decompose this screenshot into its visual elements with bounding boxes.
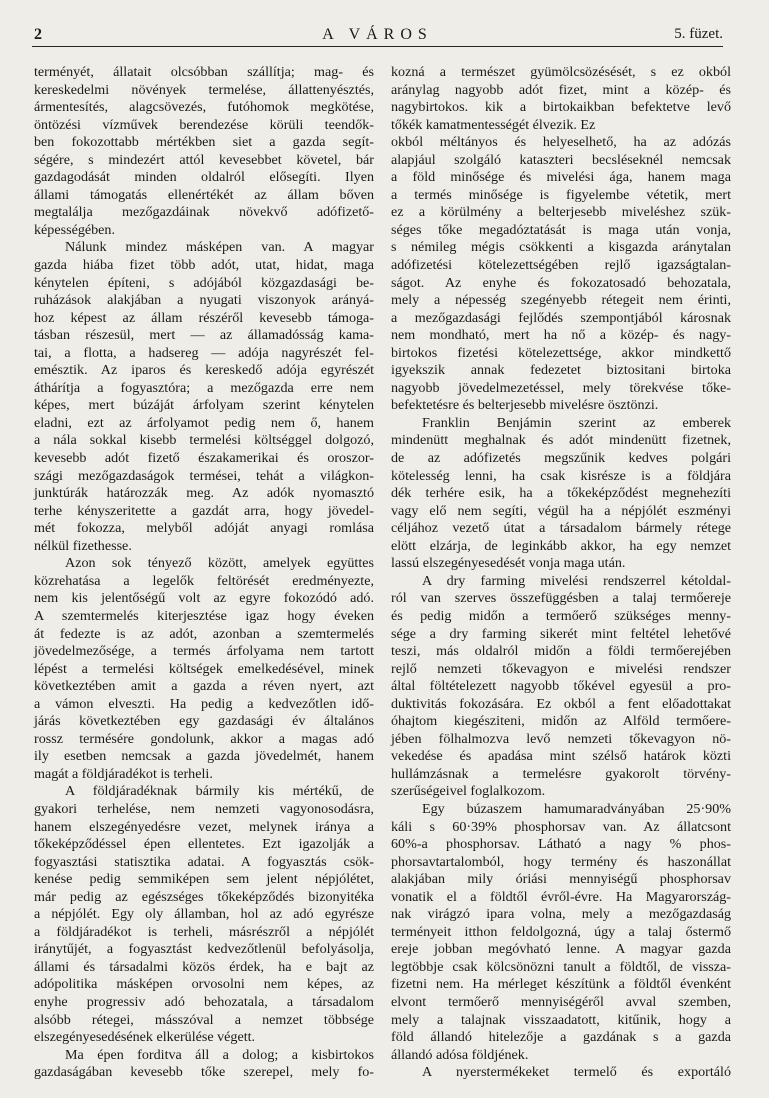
issue-label: 5. füzet. <box>674 26 723 42</box>
left-column-line: junktúrák határozzák meg. Az adók nyomasztó <box>34 485 374 502</box>
right-column-line: óhajtom kiegésziteni, midőn az Alföld termőere- <box>391 713 731 730</box>
right-column-line: káli s 60·39% phosphorsav van. Az állatcsont <box>391 818 731 835</box>
left-column-line: következtében amit a gazda a réven nyert, azt <box>34 678 374 695</box>
right-column-line: a termés minősége is figyelembe vétetik, mert <box>391 186 731 203</box>
left-column-line: kereskedelmi növények termelése, állattenyésztés, <box>34 81 374 98</box>
right-column-line: teszi, más oldalról midőn a földi termőerejében <box>391 643 731 660</box>
left-column-line: eladni, ezt az árfolyamot pedig nem ő, hanem <box>34 414 374 431</box>
right-column-line: vagy elő nem segíti, végül ha a népjólét eszményi <box>391 502 731 519</box>
left-column-line: állami támogatás ellenértékét az állam bőven <box>34 186 374 203</box>
right-column-line: birtokos fizetési kötelezettsége, akkor mindkettő <box>391 344 731 361</box>
page-number: 2 <box>34 26 44 43</box>
left-column-line: kenése pedig semmiképen sem jelent népjólétet, <box>34 871 374 888</box>
left-column-line: gazda hiába fizet több adót, utat, hidat, maga <box>34 257 374 274</box>
right-column-line: elött elzárja, de leginkább akkor, ha egy nemzet <box>391 537 731 554</box>
left-column-line: mét fokozza, melyből adóját anyagi romlása <box>34 520 374 537</box>
left-column-line: hanem elszegényedésre vezet, melynek iránya a <box>34 818 374 835</box>
journal-title: A VÁROS <box>322 26 433 43</box>
left-column-line: hoz képest az állam részéről kevesebb támoga- <box>34 309 374 326</box>
right-column-line: a mezőgazdasági fejlődés szempontjából károsnak <box>391 309 731 326</box>
left-column-line: képességében. <box>34 221 116 238</box>
left-column-line: a nála sokkal kisebb termelési költséggel dolgozó, <box>34 432 374 449</box>
left-column-line: A földjáradéknak bármily kis mértékű, de <box>65 783 374 800</box>
right-column-line: legtöbbje csak kölcsönözni tanult a földtől, de vissza- <box>391 958 731 975</box>
left-column-line: adópolitika másképen orvosolni nem képes, az <box>34 976 374 993</box>
right-column-line: phorsavtartalomból, hogy termény és haszonállat <box>391 853 731 870</box>
left-column-line: át fedezte is az adót, azonban a szemtermelés <box>34 625 374 642</box>
right-column-line: jében fölhalmozva levő nemzeti tőkevagyon nö- <box>391 730 731 747</box>
left-column-line: állami és társadalmi közös érdek, ha e bajt az <box>34 958 374 975</box>
left-column-line: iránytűjét, a fogyasztást kedvezőtlenül befolyásolja, <box>34 941 374 958</box>
left-column-line: emésztik. Az iparos és kereskedő adója egyrészét <box>34 362 374 379</box>
left-column-line: gyakori terhelése, nem nemzeti vagyonosodásra, <box>34 800 374 817</box>
left-column-line: gazdaságában kevesebb tőke szerepel, mely fo- <box>34 1064 374 1081</box>
left-column-line: ily esetben nemcsak a gazda jövedelmét, hanem <box>34 748 374 765</box>
right-column-line: dék terhére esik, ha a tőkeképződést megnehezíti <box>391 485 731 502</box>
left-column-line: járás következtében egy gazdasági év általános <box>34 713 374 730</box>
left-column-line: nem kis jelentőségű volt az egyre fokozódó adó. <box>34 590 374 607</box>
right-column-line: és pedig midőn a termőerő szükséges menny- <box>391 607 731 624</box>
right-column-line: ez a körülmény a belterjesebb miveléshez szük- <box>391 204 731 221</box>
left-column-line: alsóbb rétegei, másszóval a nemzet többsége <box>34 1011 374 1028</box>
right-column-line: céljához vezető útat a társadalom bármely rétege <box>391 520 731 537</box>
right-column-line: fizetni nem. Ha mérleget készítünk a földtől évenként <box>391 976 731 993</box>
right-column-line: sége a dry farming sikerét mint feltétel lehetővé <box>391 625 731 642</box>
right-column-line: kötelesség lenni, ha csak kisrésze is a földjára <box>391 467 731 484</box>
right-column-line: aránylag nagyobb adót fizet, mint a közép- és <box>391 81 731 98</box>
right-column-line: rejlő nemzeti tőkevagyon e mivelési rendszer <box>391 660 731 677</box>
left-column-line: Nálunk mindez másképen van. A magyar <box>65 239 374 256</box>
left-column-line: magát a földjáradékot is terheli. <box>34 765 213 782</box>
right-column-line: a föld minősége és mivelési ága, hanem maga <box>391 169 731 186</box>
running-header <box>32 22 723 47</box>
left-column-line: tőkeképződéssel épen ellentetes. Ezt igazolják a <box>34 836 374 853</box>
right-column-line: ságot. Az enyhe és fokozatosadó behozatala, <box>391 274 731 291</box>
right-column-line: s némileg mégis csökkenti a kisgazda aránytalan <box>391 239 731 256</box>
right-column-line: állandó adósa földjének. <box>391 1046 529 1063</box>
right-column-line: kozná a természet gyümölcsözésését, s ez okból <box>391 64 731 80</box>
right-column-line: nem mondható, mert ha nő a közép- és nagy- <box>391 327 731 344</box>
right-column <box>391 64 731 1082</box>
right-column-line: igyekszik annak fedezetet biztositani birtoka <box>391 362 731 379</box>
right-column-line: nagybirtokos. kik a birtokaikban befektetve levő <box>391 99 731 116</box>
left-column-line: terhe kényszeritette a gazdát arra, hogy jövedel- <box>34 502 374 519</box>
right-column-line: vonatik el a földtől évről-évre. Ha Magyarország- <box>391 888 731 905</box>
left-column-line: nélkül fizethesse. <box>34 537 132 554</box>
left-column-line: jövedelmezősége, a termés árfolyama nem tartott <box>34 643 374 660</box>
left-column-line: képes, mert búzáját árfolyam szerint kénytelen <box>34 397 374 414</box>
left-column-line: a vámon elveszti. Ha pedig a kedvezőtlen idő- <box>34 695 374 712</box>
left-column-line: tásban részesül, mert — az államadósság kama- <box>34 327 374 344</box>
right-column-line: duktivitás fokozására. Ez okból a fent előadottakat <box>391 695 731 712</box>
left-column-line: enyhe progressiv adó behozatala, a társadalom <box>34 993 374 1010</box>
right-column-line: vekedése és apadása mint szélső határok közti <box>391 748 731 765</box>
left-column-line: áthárítja a fogyasztóra; a mezőgazda erre nem <box>34 379 374 396</box>
right-column-line: mely a népesség szegényebb rétegeit nem érinti, <box>391 292 731 309</box>
left-column-line: A szemtermelés kiterjesztése igaz hogy éveken <box>34 607 374 624</box>
right-column-line: A dry farming mivelési rendszerrel kétoldal- <box>422 572 731 589</box>
right-column-line: elvont termőerő mennyiségéről avval szemben, <box>391 993 731 1010</box>
right-column-line: Egy búzaszem hamumaradványában 25·90% <box>422 800 731 817</box>
left-column-line: Azon sok tényező között, amelyek együttes <box>65 555 374 572</box>
right-column-line: ereje jobban megóvható lenne. A magyar gazda <box>391 941 731 958</box>
left-column-line: ségére, s mindezért attól kevesebbet követel, bár <box>34 151 374 168</box>
right-column-line: 60%-a phosphorsav. Látható a nagy % phos- <box>391 836 731 853</box>
left-column-line: tai, a flotta, a hadsereg — adója nagyrészét fel- <box>34 344 374 361</box>
right-column-line: séges tőke megadóztatását is maga után vonja, <box>391 221 731 238</box>
left-column-line: gazdagodását minden oldalról elősegíti. Ilyen <box>34 169 374 186</box>
right-column-line: de az adófizetés megszűnik kedves polgári <box>391 450 731 467</box>
left-column-line: szági mezőgazdaságok termései, tehát a világkon- <box>34 467 374 484</box>
left-column-line: lépést a termelési költségek emelkedésével, minek <box>34 660 374 677</box>
right-column-line: nagyobb jövedelmezetéssel, mely törekvése tőke- <box>391 379 731 396</box>
left-column-line: ben fokozottabb mértékben siet a gazda segít- <box>34 134 374 151</box>
right-column-line: hullámzásnak a termelésre gyakorolt törvény- <box>391 765 731 782</box>
left-column-line: rossz termésére gondolunk, akkor a magas adó <box>34 730 374 747</box>
left-column-line: ruházások alakjában a nyugati viszonyok arányá- <box>34 292 374 309</box>
right-column-line: A nyerstermékeket termelő és exportáló <box>422 1064 731 1081</box>
left-column-line: ármentesítés, alagcsövezés, futóhomok megkötése, <box>34 99 374 116</box>
left-column-line: már pedig az egészséges tőkeképződés bizonyitéka <box>34 888 374 905</box>
right-column-line: terményeit itthon feldolgozná, úgy a talaj őstermő <box>391 923 731 940</box>
right-column-line: szerűségeivel foglalkozom. <box>391 783 546 800</box>
right-column-line: föld állandó hitelezője a gazdának s a gazda <box>391 1029 731 1046</box>
right-column-line: által föltételezett nagyobb tőkével egyesül a pro- <box>391 678 731 695</box>
right-column-line: adófizetési kötelezettségében rejlő igazságtalan- <box>391 257 731 274</box>
right-column-line: tőkék kamatmentességét élvezik. Ez <box>391 116 596 133</box>
right-column-line: alapjául szolgáló kataszteri becsléseknél nemcsak <box>391 151 731 168</box>
right-column-line: alakjában mily óriási mennyiségű phosphorsav <box>391 871 731 888</box>
left-column-line: kevesebb adót fizető északamerikai és oroszor- <box>34 450 374 467</box>
left-column-line: közrehatása a legelők feltörését eredményezte, <box>34 572 374 589</box>
right-column-line: okból méltányos és helyeselhető, ha az adózás <box>391 134 731 151</box>
right-column-line: lassú elszegényesedését vonja maga után. <box>391 555 626 572</box>
left-column-line: a népjólét. Egy oly államban, hol az adó egyrésze <box>34 906 374 923</box>
left-column-line: öntözési vízművek berendezése körüli teendők- <box>34 116 374 133</box>
right-column-line: befektetésre és belterjesebb mivelésre ösztönzi. <box>391 397 659 414</box>
left-column-line: elszegényesedésének elkerülése végett. <box>34 1029 256 1046</box>
right-column-line: Franklin Benjámin szerint az emberek <box>422 414 731 431</box>
left-column-line: a földjáradékot is terheli, másrészről a népjólét <box>34 923 374 940</box>
right-column-line: mely a talajnak visszaadatott, kitűnik, hogy a <box>391 1011 731 1028</box>
right-column-line: nak virágzó ipara volna, mely a mezőgazdaság <box>391 906 731 923</box>
left-column-line: fogyasztási statisztika adatai. A fogyasztás csök- <box>34 853 374 870</box>
right-column-line: mindenütt meghalnak és adót mindenütt fizetnek, <box>391 432 731 449</box>
left-column-line: kénytelen építeni, s adójából közgazdasági be- <box>34 274 374 291</box>
left-column-line: megtalálja mezőgazdáinak növekvő adófizető- <box>34 204 374 221</box>
left-column-line: Ma épen forditva áll a dolog; a kisbirtokos <box>65 1046 374 1063</box>
right-column-line: ról van szerves összefüggésben a talaj termőereje <box>391 590 731 607</box>
left-column <box>34 64 374 1082</box>
left-column-line: terményét, állatait olcsóbban szállítja; mag- és <box>34 64 374 80</box>
